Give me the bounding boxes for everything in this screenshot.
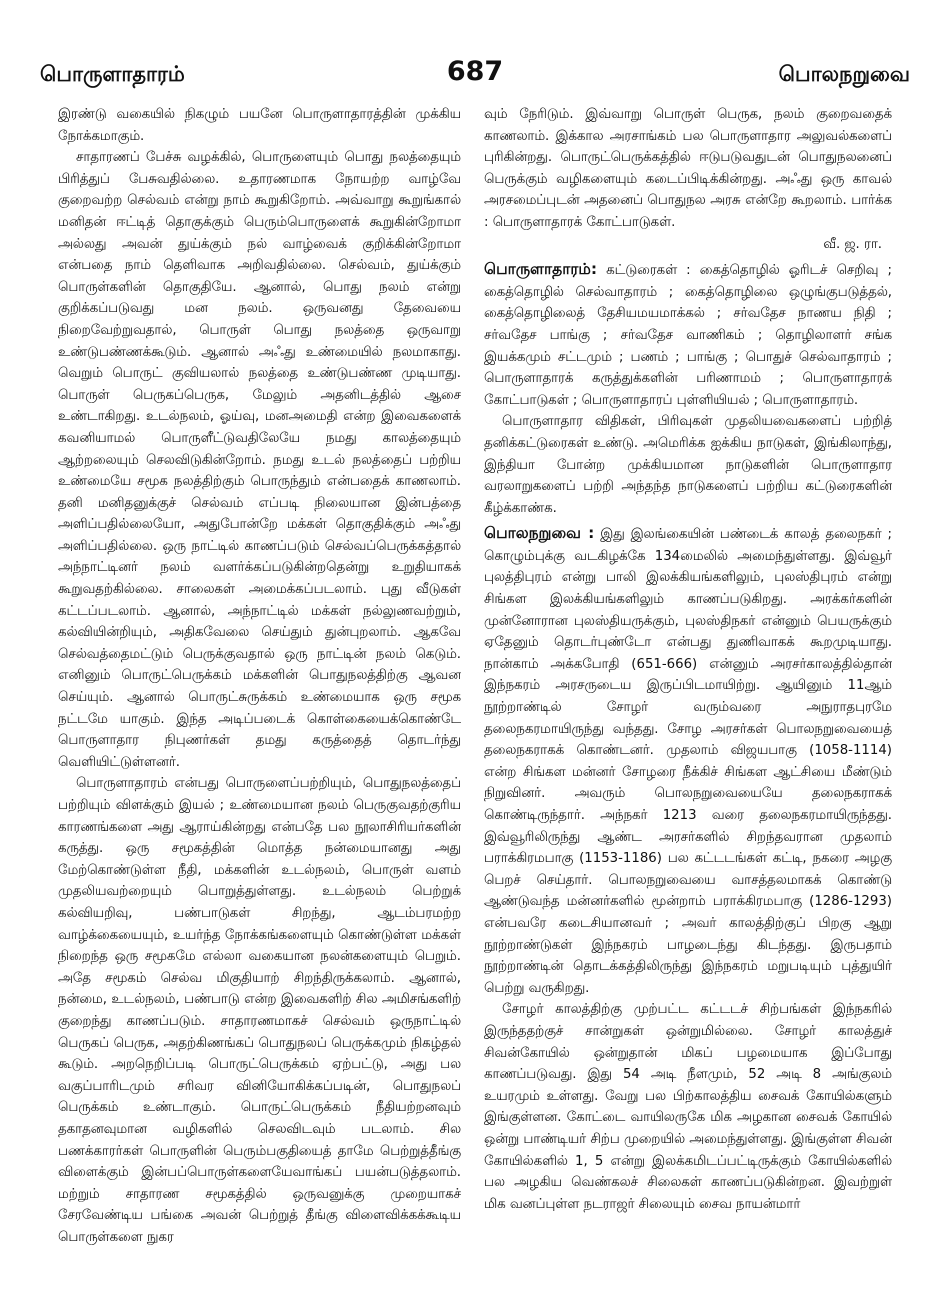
header-right-title: பொலநறுவை xyxy=(778,62,910,86)
entry-heading-porulatharam: பொருளாதாரம்: xyxy=(484,260,598,279)
entry-paragraph-porulatharam-2: பொருளாதார விதிகள், பிரிவுகள் முதலியவைகளைப் பற்றித் தனிக்கட்டுரைகள் உண்டு. அமெரிக்க ஐக்கிய நாடுகள், இங்கிலாந்து, இந்தியா போன்ற முக்கியமான நாடுகளின் பொருளாதார வரலாறுகளைப் பற்றி அந்தந்த நாடுகளைப் பற்றிய கட்டுரைகளின் கீழ்க்காண்க. xyxy=(484,414,892,516)
page-number: 687 xyxy=(446,56,504,87)
entry-paragraph-polonnaruwa-2: சோழர் காலத்திற்கு முற்பட்ட கட்டடச் சிற்பங்கள் இந்நகரில் இருந்ததற்குச் சான்றுகள் ஒன்றுமில்லை. சோழர் காலத்துச் சிவன்கோயில் ஒன்றுதான் மிகப் பழமையாக இப்போது காணப்படுவது. இது 54 அடி நீளமும், 52 அடி 8 அங்குலம் உயரமும் உள்ளது. வேறு பல பிற்காலத்திய சைவக் கோயில்களும் இங்குள்ளன. கோட்டை வாயிலருகே மிக அழகான சைவக் கோயில் ஒன்று பாண்டியர் சிற்ப முறையில் அமைந்துள்ளது. இங்குள்ள சிவன் கோயில்களில் 1, 5 என்று இலக்கமிடப்பட்டிருக்கும் கோயில்களில் பல அழகிய வெண்கலச் சிலைகள் காணப்படுகின்றன. இவற்றுள் மிக வனப்புள்ள நடராஜர் சிலையும் சைவ நாயன்மார் xyxy=(484,1002,892,1212)
entry-porulatharam xyxy=(484,259,892,519)
left-paragraph-1: இரண்டு வகையில் நிகழும் பயனே பொருளாதாரத்தின் முக்கிய நோக்கமாகும். xyxy=(58,107,461,144)
left-paragraph-2: சாதாரணப் பேச்சு வழக்கில், பொருளையும் பொது நலத்தையும் பிரித்துப் பேசுவதில்லை. உதாரணமாக நோயற்ற வாழ்வே குறைவற்ற செல்வம் என்று நாம் கூறுகிறோம். அவ்வாறு கூறுங்கால் மனிதன் ஈட்டித் தொகுக்கும் பெரும்பொருளைக் கூறுகின்றோமா அல்லது அவன் துய்க்கும் நல் வாழ்வைக் குறிக்கின்றோமா என்பதை நாம் தெளிவாக அறிவதில்லை. செல்வம், துய்க்கும் பொருள்களின் தொகுதியே. ஆனால், பொது நலம் என்று குறிக்கப்படுவது மன நலம். ஒருவனது தேவையை நிறைவேற்றுவதால், பொருள் பொது நலத்தை ஒருவாறு உண்டுபண்ணக்கூடும். ஆனால் அஃது உண்மையில் நலமாகாது. வெறும் பொருட் குவியலால் நலத்தை உண்டுபண்ண முடியாது. பொருள் பெருகப்பெருக, மேலும் அதனிடத்தில் ஆசை உண்டாகிறது. உடல்நலம், ஓய்வு, மனஅமைதி என்ற இவைகளைக் கவனியாமல் பொருளீட்டுவதிலேயே நமது காலத்தையும் ஆற்றலையும் செலவிடுகின்றோம். நமது உடல் நலத்தைப் பற்றிய உண்மையே சமூக நலத்திற்கும் பொருந்தும் என்பதைக் காணலாம். தனி மனிதனுக்குச் செல்வம் எப்படி நிலையான இன்பத்தை அளிப்பதில்லையோ, அதுபோன்றே மக்கள் தொகுதிக்கும் அஃது அளிப்பதில்லை. ஒரு நாட்டில் காணப்படும் செல்வப்பெருக்கத்தால் அந்நாட்டினர் நலம் வளர்க்கப்படுகின்றதென்று உறுதியாகக் கூறுவதற்கில்லை. சாலைகள் அமைக்கப்படலாம். புது வீடுகள் கட்டப்படலாம். ஆனால், அந்நாட்டில் மக்கள் நல்லுணவற்றும், கல்வியின்றியும், அதிகவேலை செய்தும் துன்புறலாம். ஆகவே செல்வத்தைமட்டும் பெருக்குவதால் ஒரு நாட்டின் நலம் கெடும். எனினும் பொருட்பெருக்கம் மக்களின் பொதுநலத்திற்கு ஆவன செய்யும். ஆனால் பொருட்சுருக்கம் உண்மையாக ஒரு சமூக நட்டமே யாகும். இந்த அடிப்படைக் கொள்கையைக்கொண்டே பொருளாதார நிபுணர்கள் தமது கருத்தைத் தொடர்ந்து வெளியிட்டுள்ளனர். xyxy=(58,150,461,770)
entry-polonnaruwa xyxy=(484,523,892,1215)
right-column xyxy=(484,104,892,1299)
left-column xyxy=(58,104,461,1299)
left-paragraph-3: பொருளாதாரம் என்பது பொருளைப்பற்றியும், பொதுநலத்தைப் பற்றியும் விளக்கும் இயல் ; உண்மையான நலம் பெருகுவதற்குரிய காரணங்களை அது ஆராய்கின்றது என்பதே பல நூலாசிரியர்களின் கருத்து. ஒரு சமூகத்தின் மொத்த நன்மையானது அது மேற்கொண்டுள்ள நீதி, மக்களின் உடல்நலம், பொருள் வளம் முதலியவற்றையும் பொறுத்துள்ளது. உடல்நலம் பெற்றுக் கல்வியறிவு, பண்பாடுகள் சிறந்து, ஆடம்பரமற்ற வாழ்க்கையையும், உயர்ந்த நோக்கங்களையும் கொண்டுள்ள மக்கள் நிறைந்த ஒரு சமூகமே எல்லா வகையான நலன்களையும் பெறும். அதே சமூகம் செல்வ மிகுதியாற் சிறந்திருக்கலாம். ஆனால், நன்மை, உடல்நலம், பண்பாடு என்ற இவைகளிற் சில அமிசங்களிற் குறைந்து காணப்படும். சாதாரணமாகச் செல்வம் ஒருநாட்டில் பெருகப் பெருக, அதற்கிணங்கப் பொதுநலப் பெருக்கமும் நிகழ்தல் கூடும். அறநெறிப்படி பொருட்பெருக்கம் ஏற்பட்டு, அது பல வகுப்பாரிடமும் சரிவர வினியோகிக்கப்படின், பொதுநலப் பெருக்கம் உண்டாகும். பொருட்பெருக்கம் நீதியற்றனவும் தகாதனவுமான வழிகளில் செலவிடவும் படலாம். சில பணக்காரர்கள் பொருளின் பெரும்பகுதியைத் தாமே பெற்றுத்தீங்கு விளைக்கும் இன்பப்பொருள்களையேவாங்கப் பயன்படுத்தலாம். மற்றும் சாதாரண சமூகத்தில் ஒருவனுக்கு முறையாகச் சேரவேண்டிய பங்கை அவன் பெற்றுத் தீங்கு விளைவிக்கக்கூடிய பொருள்களை நுகர xyxy=(58,776,461,1245)
author-signature: வீ. ஜ. ரா. xyxy=(823,236,882,252)
running-header xyxy=(40,56,910,92)
entry-text-polonnaruwa: இது இலங்கையின் பண்டைக் காலத் தலைநகர் ; கொழும்புக்கு வடகிழக்கே 134மைலில் அமைந்துள்ளது. இவ்வூர் புலத்திபுரம் என்று பாலி இலக்கியங்களிலும், புலஸ்திபுரம் என்று சிங்கள இலக்கியங்களிலும் காணப்படுகிறது. அரக்கர்களின் முன்னோரான புலஸ்தியருக்கும், புலஸ்திநகர் என்னும் பெயருக்கும் ஏதேனும் தொடர்புண்டோ என்பது துணிவாகக் கூறமுடியாது. நான்காம் அக்கபோதி (651-666) என்னும் அரசர்காலத்தில்தான் இந்நகரம் அரசருடைய இருப்பிடமாயிற்று. ஆயினும் 11ஆம் நூற்றாண்டில் சோழர் வரும்வரை அநுராதபுரமே தலைநகரமாயிருந்து வந்தது. சோழ அரசர்கள் பொலநறுவையைத் தலைநகராகக் கொண்டனர். முதலாம் விஜயபாகு (1058-1114) என்ற சிங்கள மன்னர் சோழரை நீக்கிச் சிங்கள ஆட்சியை மீண்டும் நிறுவினர். அவரும் பொலநறுவையையே தலைநகராகக் கொண்டிருந்தார். அந்நகர் 1213 வரை தலைநகரமாயிருந்தது. இவ்வூரிலிருந்து ஆண்ட அரசர்களில் சிறந்தவரான முதலாம் பராக்கிரமபாகு (1153-1186) பல கட்டடங்கள் கட்டி, நகரை அழகு பெறச் செய்தார். பொலநறுவையை வாசத்தலமாகக் கொண்டு ஆண்டுவந்த மன்னர்களில் மூன்றாம் பராக்கிரமபாகு (1286-1293) என்பவரே கடைசியானவர் ; அவர் காலத்திற்குப் பிறகு ஆறு நூற்றாண்டுகள் இந்நகரம் பாழடைந்து கிடந்தது. இருபதாம் நூற்றாண்டின் தொடக்கத்திலிருந்து இந்நகரம் மறுபடியும் புத்துயிர் பெற்று வருகிறது. xyxy=(484,527,892,996)
entry-heading-polonnaruwa: பொலநறுவை : xyxy=(484,524,595,543)
right-continuation-paragraph: வும் நேரிடும். இவ்வாறு பொருள் பெருக, நலம் குறைவதைக் காணலாம். இக்கால அரசாங்கம் பல பொருளாதார அலுவல்களைப் புரிகின்றது. பொருட்பெருக்கத்தில் ஈடுபடுவதுடன் பொதுநலனைப் பெருக்கும் வழிகளையும் கடைப்பிடிக்கின்றது. அஃது ஒரு காவல் அரசமைப்புடன் அதனைப் பொதுநல அரசு என்றே கூறலாம். பார்க்க : பொருளாதாரக் கோட்பாடுகள். xyxy=(484,107,892,230)
header-left-title: பொருளாதாரம் xyxy=(40,62,185,86)
entry-text-porulatharam: கட்டுரைகள் : கைத்தொழில் ஓரிடச் செறிவு ; கைத்தொழில் செல்வாதாரம் ; கைத்தொழிலை ஒழுங்குபடுத்தல், கைத்தொழிலைத் தேசியமயமாக்கல் ; சர்வதேச நாணய நிதி ; சர்வதேச பாங்கு ; சர்வதேச வாணிகம் ; தொழிலாளர் சங்க இயக்கமும் சட்டமும் ; பணம் ; பாங்கு ; பொதுச் செல்வாதாரம் ; பொருளாதாரக் கருத்துக்களின் பரிணாமம் ; பொருளாதாரக் கோட்பாடுகள் ; பொருளாதாரப் புள்ளியியல் ; பொருளாதாரம். xyxy=(484,263,892,408)
